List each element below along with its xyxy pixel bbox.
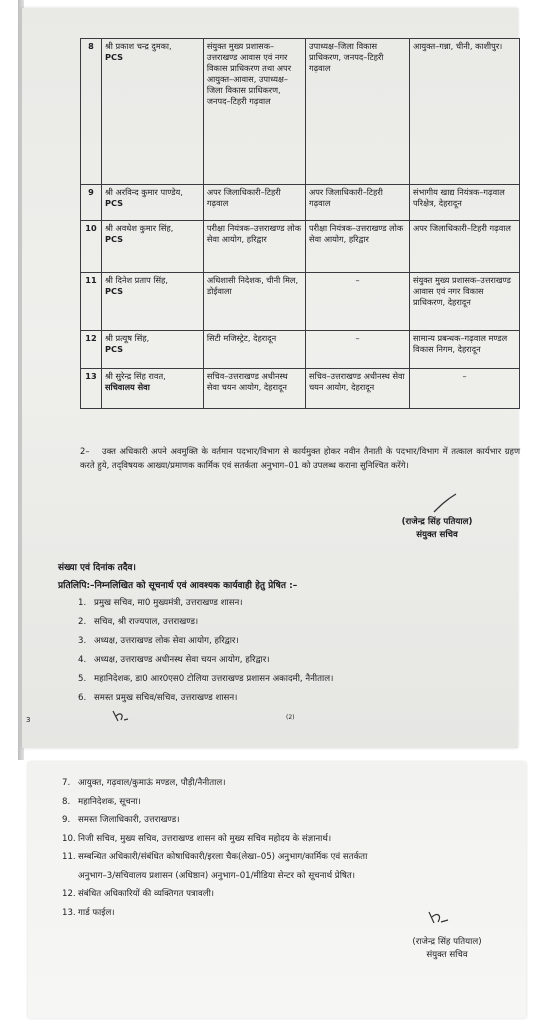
list-item-text: संबंधित अधिकारियों की व्यक्तिगत पत्रावली। [78, 889, 215, 899]
officer-name: श्री दिनेश प्रताप सिंह, [104, 275, 168, 285]
officer-name-cell [101, 331, 203, 369]
list-item-text: सम्बन्धित अधिकारी/संबंधित कोषाधिकारी/इरला चैक(लेखा–05) अनुभाग/कार्मिक एवं सतर्कता [78, 852, 368, 862]
relieved-from-cell: अपर जिलाधिकारी–टिहरी गढ़वाल [305, 185, 409, 221]
new-post-cell: आयुक्त–गन्ना, चीनी, काशीपुर। [410, 39, 520, 185]
list-item-text: प्रमुख सचिव, मा0 मुख्यमंत्री, उत्तराखण्ड शासन। [94, 598, 243, 608]
list-item [78, 672, 333, 684]
serial-number-cell: 13 [81, 369, 102, 409]
list-item [62, 887, 214, 899]
current-post-cell: अपर जिलाधिकारी–टिहरी गढ़वाल [203, 185, 305, 221]
list-item-number: 13. [62, 907, 76, 918]
relieved-from-cell: परीक्षा नियंत्रक–उत्तराखण्ड लोक सेवा आयोग, हरिद्वार [305, 221, 409, 273]
table-row [81, 185, 520, 221]
current-post-cell: अधिशासी निदेशक, चीनी मिल, डोईवाला [203, 273, 305, 331]
list-item-number: 10. [62, 833, 76, 844]
officer-name-cell [101, 39, 203, 185]
list-item-number: 8. [62, 796, 71, 807]
document-page-1 [22, 8, 518, 748]
list-item-number: 3. [78, 636, 87, 646]
serial-number-cell: 11 [81, 273, 102, 331]
officer-name: श्री सुरेन्द्र सिंह रावत, [104, 371, 166, 381]
signature-scribble-icon [432, 492, 458, 518]
officer-cadre: PCS [104, 286, 124, 296]
list-item-number: 5. [78, 674, 87, 684]
list-item-text: सचिव, श्री राज्यपाल, उत्तराखण्ड। [94, 617, 199, 627]
new-post-cell: – [410, 369, 520, 409]
officers-transfer-table [80, 38, 520, 409]
list-item [62, 906, 115, 918]
signature-scribble-2-icon [426, 908, 452, 930]
table-row [81, 331, 520, 369]
list-item-text: अध्यक्ष, उत्तराखण्ड लोक सेवा आयोग, हरिद्वार। [94, 636, 239, 646]
list-item-number: 6. [78, 693, 87, 703]
signature-block-1 [362, 516, 512, 542]
reference-line: संख्या एवं दिनांक तदैव। [58, 563, 136, 573]
list-item-text: गार्ड फाईल। [78, 907, 115, 918]
officer-cadre: PCS [104, 234, 124, 244]
list-item-text: आयुक्त, गढ़वाल/कुमाऊं मण्डल, पौड़ी/नैनीताल। [78, 778, 226, 788]
officer-name-cell [101, 369, 203, 409]
current-post-cell: परीक्षा नियंत्रक–उत्तराखण्ड लोक सेवा आयोग, हरिद्वार [203, 221, 305, 273]
new-post-cell: संयुक्त मुख्य प्रशासक–उत्तराखण्ड आवास एवं नगर विकास प्राधिकरण, देहरादून [410, 273, 520, 331]
list-item [62, 813, 179, 825]
current-post-cell: संयुक्त मुख्य प्रशासक–उत्तराखण्ड आवास एवं नगर विकास प्राधिकरण तथा अपर आयुक्त–आवास, उपाध्यक्ष–जिला विकास प्राधिकरण, जनपद–टिहरी गढ़वाल [203, 39, 305, 185]
new-post-cell: सामान्य प्रबन्धक–गढ़वाल मण्डल विकास निगम, देहरादून [410, 331, 520, 369]
table-row [81, 39, 520, 185]
list-item-text: अध्यक्ष, उत्तराखण्ड अधीनस्थ सेवा चयन आयोग, हरिद्वार। [94, 655, 270, 665]
officer-cadre: सचिवालय सेवा [104, 382, 150, 392]
officer-name: श्री अवधेश कुमार सिंह, [104, 223, 174, 233]
initials-mark-icon [110, 708, 132, 728]
page-number: (2) [286, 714, 295, 721]
list-item-number: 7. [62, 778, 71, 788]
signatory-name: (राजेन्द्र सिंह पतियाल) [401, 517, 473, 527]
officer-name-cell [101, 185, 203, 221]
relieved-from-cell: उपाध्यक्ष–जिला विकास प्राधिकरण, जनपद–टिहरी गढ़वाल [305, 39, 409, 185]
table-row [81, 273, 520, 331]
officer-name: श्री प्रत्यूष सिंह, [104, 333, 150, 343]
current-post-cell: सिटी मजिस्ट्रेट, देहरादून [203, 331, 305, 369]
serial-number-cell: 8 [81, 39, 102, 185]
list-item-text: समस्त प्रमुख सचिव/सचिव, उत्तराखण्ड शासन। [94, 693, 238, 703]
new-post-cell: अपर जिलाधिकारी–टिहरी गढ़वाल [410, 221, 520, 273]
officer-name-cell [101, 221, 203, 273]
officer-name: श्री अरविन्द कुमार पाण्डेय, [104, 187, 183, 197]
table-row [81, 221, 520, 273]
signatory-designation: संयुक्त सचिव [416, 530, 458, 540]
current-post-cell: सचिव–उत्तराखण्ड अधीनस्थ सेवा चयन आयोग, देहरादून [203, 369, 305, 409]
signature-block-2 [372, 936, 522, 962]
officer-cadre: PCS [104, 198, 124, 208]
officer-name-cell [101, 273, 203, 331]
list-item-number: 12. [62, 889, 76, 899]
list-item-text: अनुभाग–3/सचिवालय प्रशासन (अधिष्ठान) अनुभाग–01/मीडिया सेन्टर को सूचनार्थ प्रेषित। [78, 870, 356, 881]
list-item [62, 850, 367, 862]
document-page-2 [28, 762, 526, 1018]
paragraph-text: उक्त अधिकारी अपने अवमुक्ति के वर्तमान पदभार/विभाग से कार्यमुक्त होकर नवीन तैनाती के पदभार/विभाग में तत्काल कार्यभार ग्रहण करते हुये, तद्‌विषयक आख्या/प्रमाणक कार्मिक एवं सतर्कता अनुभाग–01 को उपलब्ध कराना सुनिश्चित करेंगे। [80, 446, 520, 470]
new-post-cell: संभागीय खाद्य नियंत्रक–गढ़वाल परिक्षेत्र, देहरादून [410, 185, 520, 221]
officer-cadre: PCS [104, 52, 124, 62]
list-item [62, 795, 141, 807]
relieved-from-cell: सचिव–उत्तराखण्ड अधीनस्थ सेवा चयन आयोग, देहरादून [305, 369, 409, 409]
list-item [62, 832, 331, 844]
list-item [78, 596, 243, 608]
paragraph-2 [80, 444, 520, 472]
relieved-from-cell: – [305, 273, 409, 331]
paragraph-number: 2– [80, 446, 90, 456]
list-item [78, 634, 239, 646]
list-item [62, 869, 355, 881]
serial-number-cell: 12 [81, 331, 102, 369]
list-item [78, 653, 270, 665]
list-item-number: 11. [62, 852, 76, 862]
list-item-text: महानिदेशक, डा0 आर0एस0 टोलिया उत्तराखण्ड प्रशासन अकादमी, नैनीताल। [94, 674, 334, 684]
copy-to-heading: प्रतिलिपि:–निम्नलिखित को सूचनार्थ एवं आवश्यक कार्यवाही हेतु प्रेषित :– [58, 581, 298, 591]
officer-cadre: PCS [104, 344, 124, 354]
list-item-number: 1. [78, 598, 87, 608]
list-item-text: समस्त जिलाधिकारी, उत्तराखण्ड। [78, 815, 180, 825]
relieved-from-cell: – [305, 331, 409, 369]
list-item [78, 615, 198, 627]
serial-number-cell: 9 [81, 185, 102, 221]
list-item-number: 4. [78, 655, 87, 665]
table-row [81, 369, 520, 409]
officer-name: श्री प्रकाश चन्द्र दुमका, [104, 41, 172, 51]
list-item-number: 9. [62, 815, 71, 825]
list-item-number: 2. [78, 617, 87, 627]
list-item-text: निजी सचिव, मुख्य सचिव, उत्तराखण्ड शासन को मुख्य सचिव महोदय के संज्ञानार्थ। [78, 833, 332, 844]
list-item [78, 691, 237, 703]
signatory-name-2: (राजेन्द्र सिंह पतियाल) [412, 937, 482, 947]
margin-mark: 3 [26, 716, 31, 724]
list-item [62, 776, 226, 788]
serial-number-cell: 10 [81, 221, 102, 273]
signatory-designation-2: संयुक्त सचिव [426, 950, 468, 960]
list-item-text: महानिदेशक, सूचना। [78, 796, 141, 807]
